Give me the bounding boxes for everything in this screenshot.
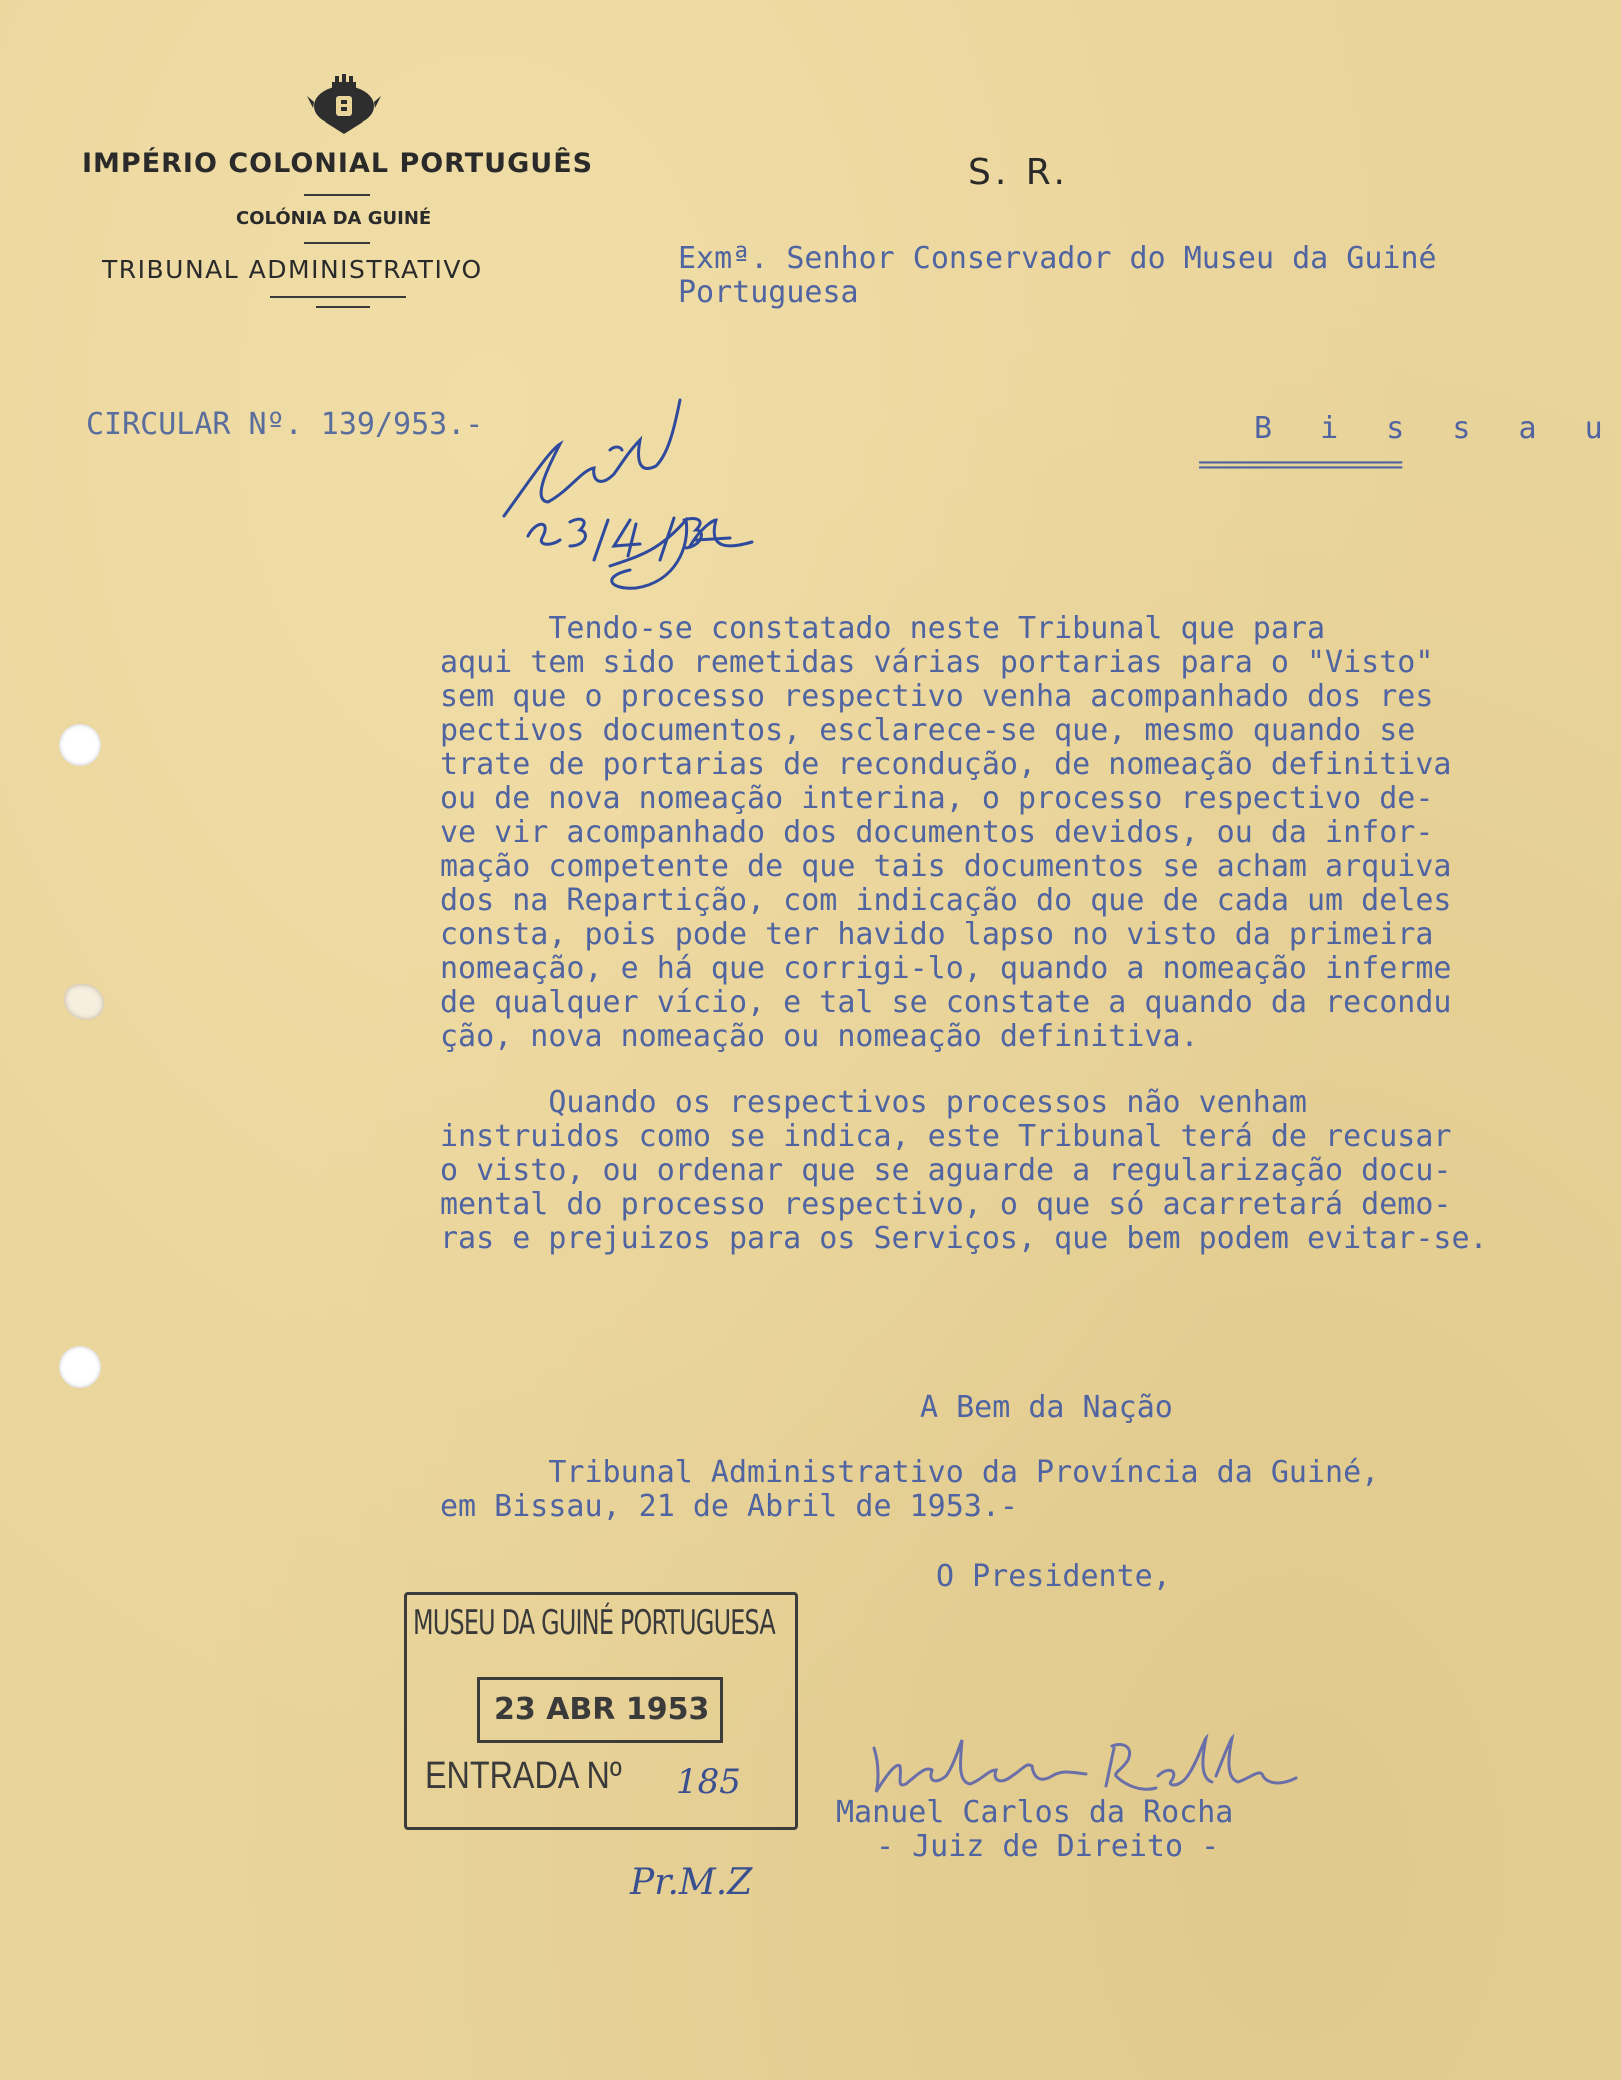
body-line: instruidos como se indica, este Tribunal terá de recusar bbox=[440, 1119, 1452, 1154]
coat-of-arms-icon bbox=[305, 72, 383, 136]
place-heading: B i s s a u bbox=[1254, 411, 1618, 446]
handwritten-annotation bbox=[490, 370, 770, 600]
letterhead-divider bbox=[304, 242, 370, 244]
body-line: o visto, ou ordenar que se aguarde a regularização docu- bbox=[440, 1153, 1452, 1188]
binder-hole-torn bbox=[64, 984, 104, 1020]
addressee-line: Portuguesa bbox=[678, 275, 859, 310]
president-label: O Presidente, bbox=[936, 1559, 1171, 1594]
body-line: de qualquer vício, e tal se constate a quando da recondu bbox=[440, 985, 1452, 1020]
stamp-title: MUSEU DA GUINÉ PORTUGUESA bbox=[413, 1603, 775, 1643]
body-line: sem que o processo respectivo venha acompanhado dos res bbox=[440, 679, 1434, 714]
body-line: pectivos documentos, esclarece-se que, mesmo quando se bbox=[440, 713, 1416, 748]
body-line: Quando os respectivos processos não venham bbox=[440, 1085, 1307, 1120]
body-line: aqui tem sido remetidas várias portarias para o "Visto" bbox=[440, 645, 1434, 680]
body-line: ção, nova nomeação ou nomeação definitiva. bbox=[440, 1019, 1199, 1054]
signer-name: Manuel Carlos da Rocha bbox=[836, 1795, 1234, 1830]
place-underline: ================ bbox=[1198, 450, 1401, 480]
body-paragraph-2 bbox=[440, 1086, 1488, 1256]
body-line: ve vir acompanhado dos documentos devidos, ou da infor- bbox=[440, 815, 1434, 850]
stamp-initials: Pr.M.Z bbox=[630, 1862, 753, 1903]
stamp-entrada-label: ENTRADA Nº bbox=[425, 1755, 622, 1797]
body-paragraph-1 bbox=[440, 612, 1451, 1054]
circular-number: CIRCULAR Nº. 139/953.- bbox=[86, 407, 484, 442]
addressee bbox=[678, 242, 1437, 310]
closing-place-date bbox=[440, 1456, 1379, 1524]
body-line: ras e prejuizos para os Serviços, que bem podem evitar-se. bbox=[440, 1221, 1488, 1256]
closing-line: Tribunal Administrativo da Província da Guiné, bbox=[440, 1455, 1380, 1490]
letterhead-empire: IMPÉRIO COLONIAL PORTUGUÊS bbox=[82, 148, 594, 179]
body-line: nomeação, e há que corrigi-lo, quando a nomeação inferme bbox=[440, 951, 1452, 986]
body-line: consta, pois pode ter havido lapso no visto da primeira bbox=[440, 917, 1434, 952]
stamp-date: 23 ABR 1953 bbox=[494, 1692, 710, 1727]
body-line: ou de nova nomeação interina, o processo respectivo de- bbox=[440, 781, 1434, 816]
letterhead-colony: COLÓNIA DA GUINÉ bbox=[236, 208, 432, 229]
body-line: dos na Repartição, com indicação do que de cada um deles bbox=[440, 883, 1452, 918]
signer-title: - Juiz de Direito - bbox=[876, 1829, 1220, 1864]
body-line: mação competente de que tais documentos se acham arquiva bbox=[440, 849, 1452, 884]
binder-hole bbox=[59, 1346, 101, 1388]
closing-line: em Bissau, 21 de Abril de 1953.- bbox=[440, 1489, 1018, 1524]
letterhead-divider bbox=[304, 194, 370, 196]
closing-salutation: A Bem da Nação bbox=[920, 1390, 1173, 1425]
body-line: Tendo-se constatado neste Tribunal que para bbox=[440, 611, 1326, 646]
body-line: mental do processo respectivo, o que só acarretará demo- bbox=[440, 1187, 1452, 1222]
service-mark: S. R. bbox=[968, 152, 1069, 193]
addressee-line: Exmª. Senhor Conservador do Museu da Guiné bbox=[678, 241, 1437, 276]
letterhead-divider bbox=[270, 296, 406, 298]
body-line: trate de portarias de recondução, de nomeação definitiva bbox=[440, 747, 1452, 782]
entry-number: 185 bbox=[676, 1762, 741, 1802]
stamp-date-box bbox=[477, 1677, 723, 1743]
letterhead-divider bbox=[316, 306, 370, 308]
binder-hole bbox=[59, 724, 101, 766]
letterhead-tribunal: TRIBUNAL ADMINISTRATIVO bbox=[102, 255, 483, 284]
